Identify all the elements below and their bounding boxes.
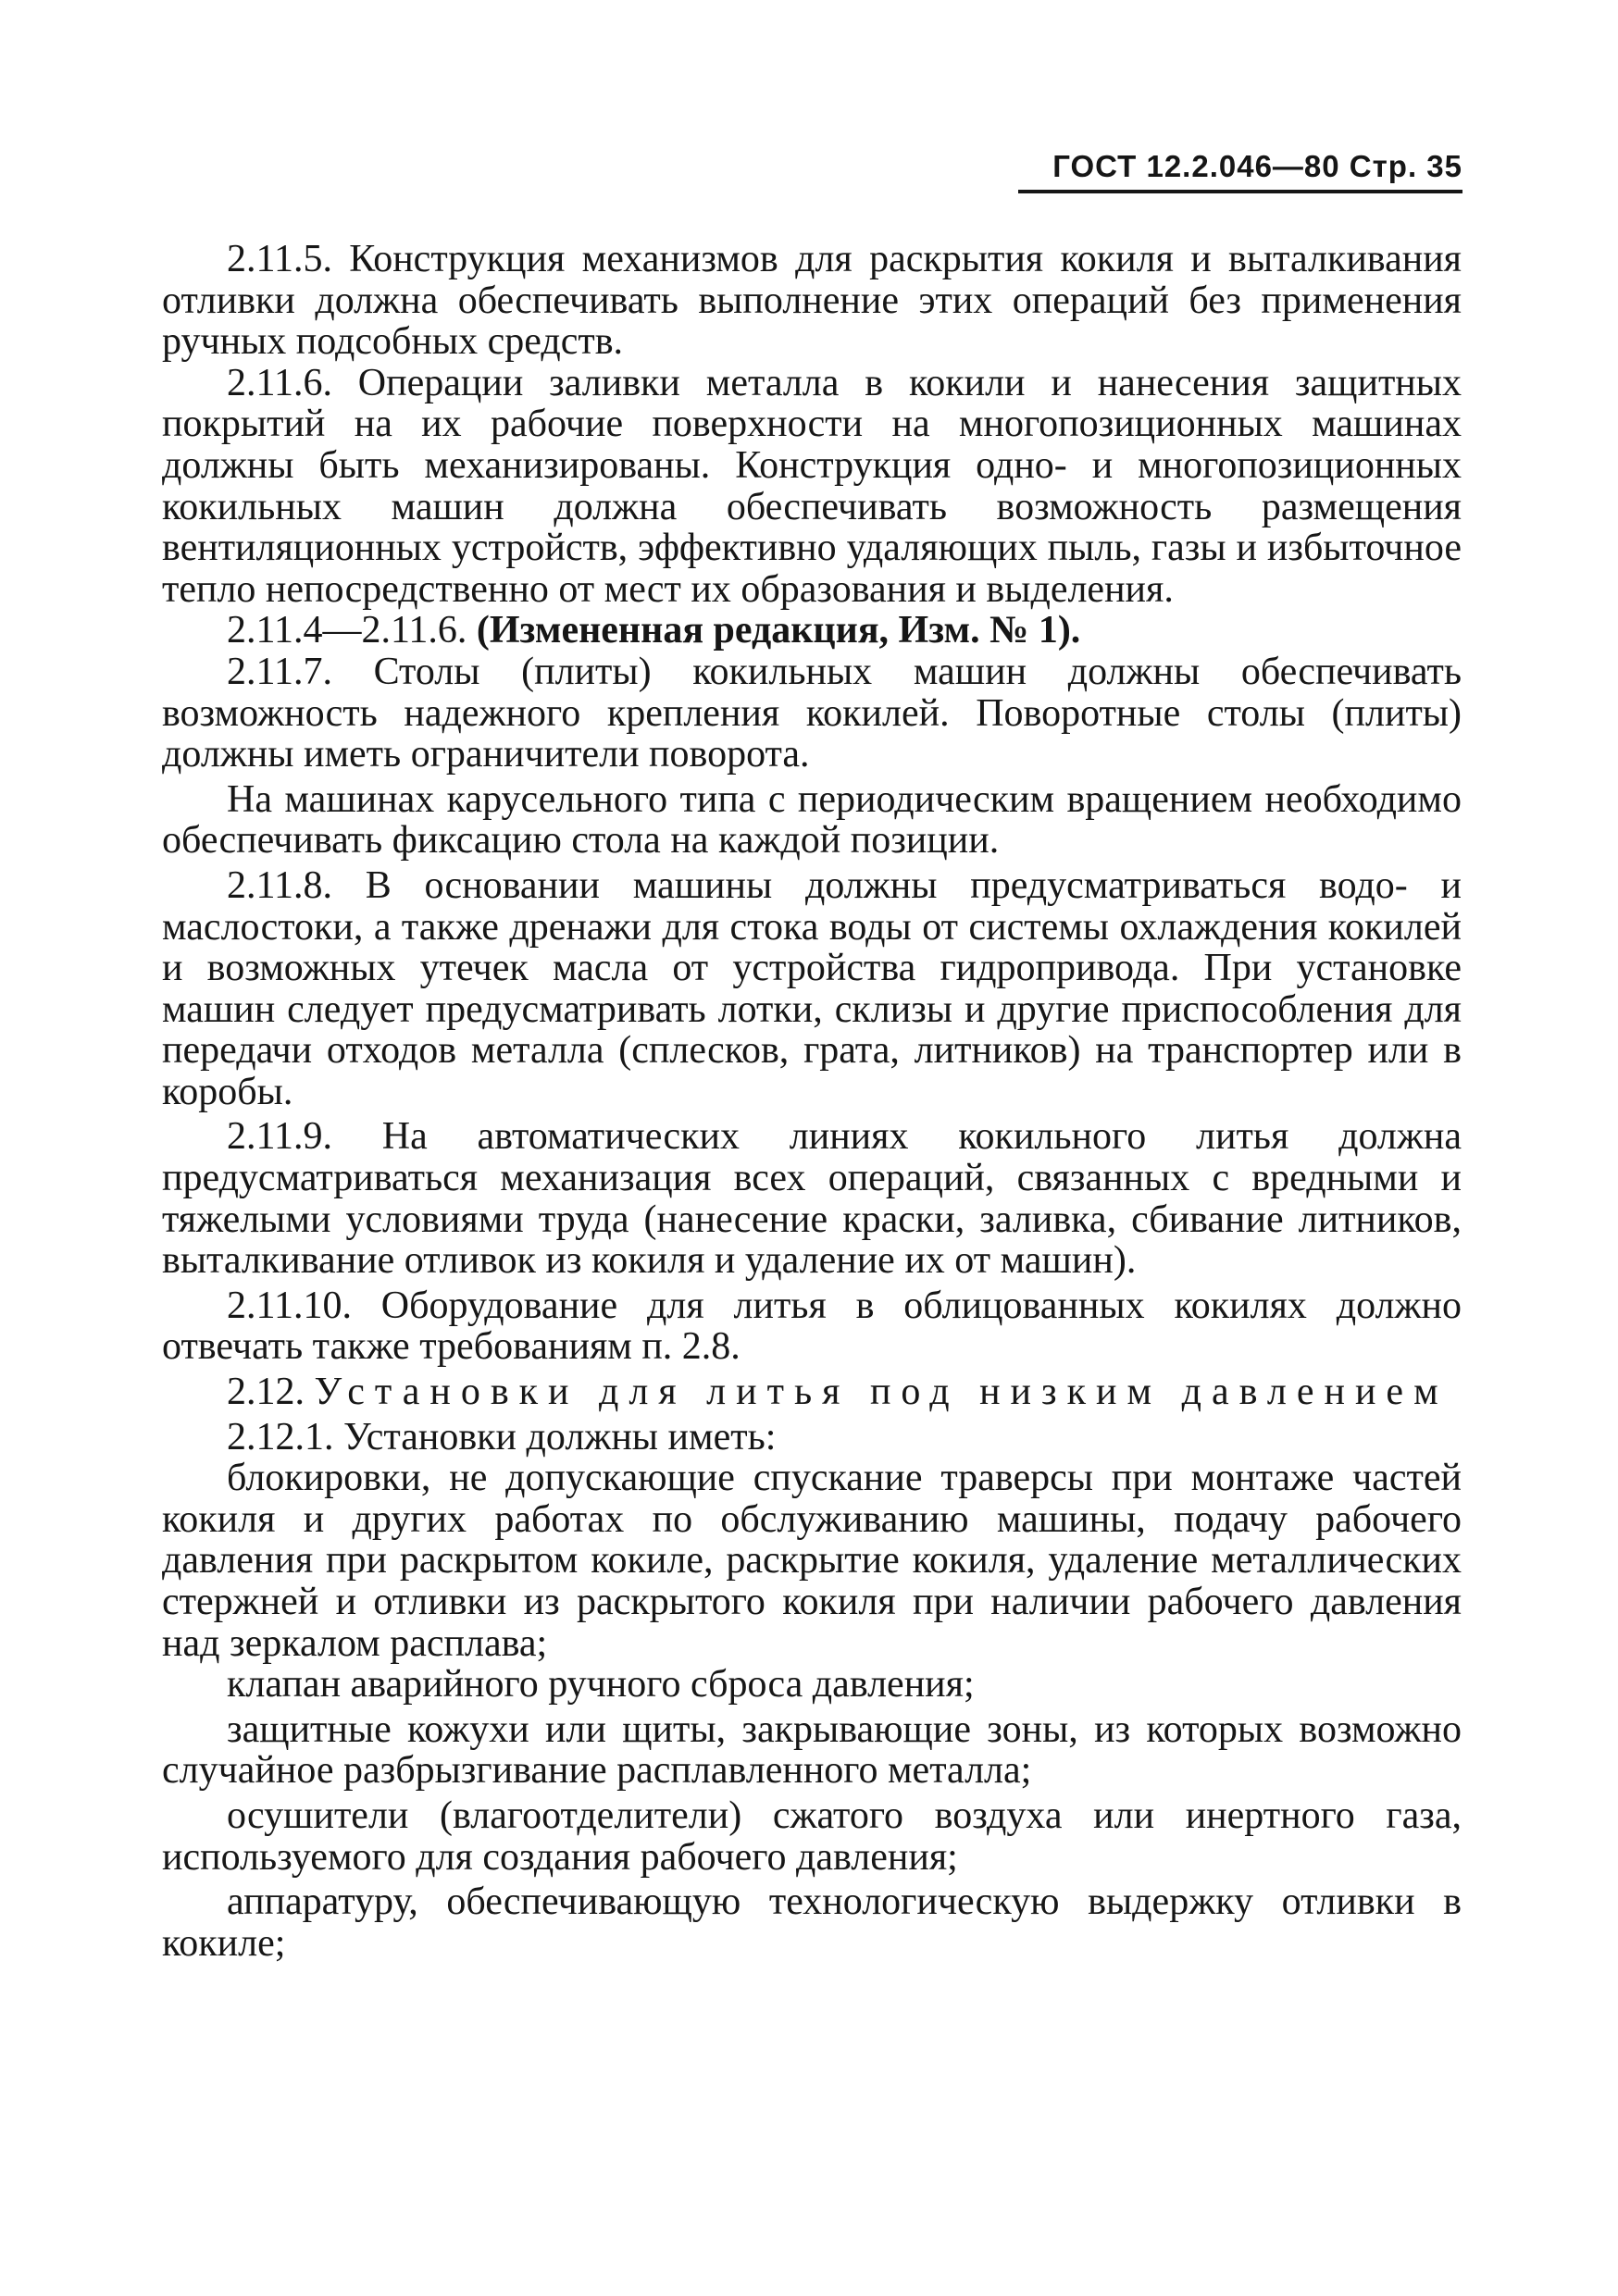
paragraph-2-11-8: 2.11.8. В основании машины должны предусматриваться водо- и маслостоки, а также дренажи для стока воды от системы охлаждения кокилей и возможных утечек масла от устройства гидропривода. При установке машин следует предусматривать лотки, склизы и другие приспособления для передачи отходов металла (сплесков, грата, литников) на транспортер или в коробы.: [162, 863, 1462, 1113]
list-item-interlocks: блокировки, не допускающие спускание траверсы при монтаже частей кокиля и других работах по обслуживанию машины, подачу рабочего давления при раскрытом кокиле, раскрытие кокиля, удаление металлических стержней и отливки из раскрытого кокиля при наличии рабочего давления над зеркалом расплава;: [162, 1457, 1462, 1665]
list-item-dryers: осушители (влагоотделители) сжатого воздуха или инертного газа, используемого для создания рабочего давления;: [162, 1793, 1462, 1879]
section-heading-2-12: [162, 1371, 1462, 1413]
section-number: 2.12.: [227, 1371, 305, 1414]
page-header: ГОСТ 12.2.046—80 Стр. 35: [1052, 149, 1462, 183]
paragraph-carousel: На машинах карусельного типа с периодическим вращением необходимо обеспечивать фиксацию стола на каждой позиции.: [162, 777, 1462, 863]
amendment-label: (Измененная редакция, Изм. № 1).: [476, 609, 1081, 652]
paragraph-2-11-9: 2.11.9. На автоматических линиях кокильного литья должна предусматриваться механизация всех операций, связанных с вредными и тяжелыми условиями труда (нанесение краски, заливка, сбивание литников, выталкивание отливок из кокиля и удаление их от машин).: [162, 1115, 1462, 1283]
document-body: [162, 239, 1462, 1964]
paragraph-2-11-7: 2.11.7. Столы (плиты) кокильных машин должны обеспечивать возможность надежного крепления кокилей. Поворотные столы (плиты) должны иметь ограничители поворота.: [162, 650, 1462, 776]
section-title: Установки для литья под низким давлением: [314, 1371, 1449, 1414]
list-item-relief-valve: клапан аварийного ручного сброса давления;: [227, 1663, 975, 1706]
list-item-guards: защитные кожухи или щиты, закрывающие зоны, из которых возможно случайное разбрызгивание расплавленного металла;: [162, 1707, 1462, 1793]
paragraph-2-11-6: 2.11.6. Операции заливки металла в кокили и нанесения защитных покрытий на их рабочие поверхности на многопозиционных машинах должны быть механизированы. Конструкция одно- и многопозиционных кокильных машин должна обеспечивать возможность размещения вентиляционных устройств, эффективно удаляющих пыль, газы и избыточное тепло непосредственно от мест их образования и выделения.: [162, 361, 1462, 611]
list-item-apparatus: аппаратуру, обеспечивающую технологическую выдержку отливки в кокиле;: [162, 1880, 1462, 1965]
amendment-note: [162, 610, 1462, 652]
paragraph-2-11-5: 2.11.5. Конструкция механизмов для раскрытия кокиля и выталкивания отливки должна обеспечивать выполнение этих операций без применения ручных подсобных средств.: [162, 238, 1462, 364]
amendment-ref: 2.11.4—2.11.6.: [227, 609, 467, 652]
paragraph-2-12-1: 2.12.1. Установки должны иметь:: [227, 1415, 777, 1458]
header-rule: [1018, 190, 1462, 193]
paragraph-2-11-10: 2.11.10. Оборудование для литья в облицованных кокилях должно отвечать также требованиям п. 2.8.: [162, 1284, 1462, 1369]
